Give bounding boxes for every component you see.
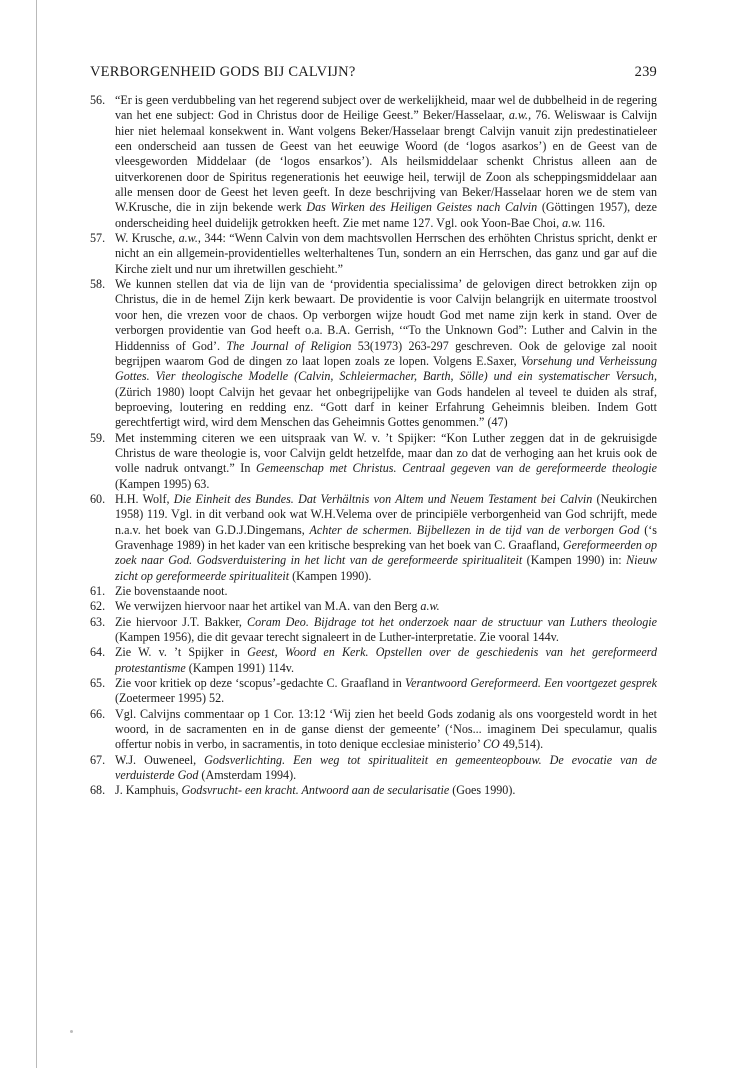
endnote-number: 62. [90,599,106,614]
endnote-text [115,676,657,707]
endnote-text [115,93,657,231]
text-run: (Zürich 1980) loopt Calvijn het gevaar het onbegrijpelijke van Gods handelen al teveel te duiden als straf, beproeving, loutering en redding enz. “Gott darf in keiner Erfahrung Geheimnis bleiben. Indem Gott gerechtfertigt wird, wird dem Menschen das Geheimnis Gottes genommen.” (47) [115,384,657,430]
endnote-text [115,645,657,676]
text-run: Zie W. v. ’t Spijker in [115,645,248,660]
endnote-text [115,615,657,646]
italic-title: Godsvrucht- een kracht. Antwoord aan de secularisatie [181,783,450,798]
endnote-number: 64. [90,645,106,660]
endnote-number: 60. [90,491,106,506]
endnote [90,615,657,646]
text-run: 116. [581,215,606,230]
text-run: (Kampen 1991) 114v. [185,660,295,675]
italic-title: Die Einheit des Bundes. Dat Verhältnis von Altem und Neuem Testament bei Calvin [173,491,593,506]
endnote [90,783,657,798]
endnote-text [115,599,657,614]
italic-title: Das Wirken des Heiligen Geistes nach Calvin [306,200,538,215]
text-run: Zie voor kritiek op deze ‘scopus’-gedachte C. Graafland in [115,676,406,691]
text-run: Met instemming citeren we een uitspraak van W. v. ’t Spijker: “Kon Luther zeggen dat in de gekruisigde Christus de ware theologie is, voor Calvijn geldt hetzelfde, maar dan zo dat de verhoging aan het kruis ook de volle nadruk ontvangt.” In [115,430,657,476]
running-header [90,64,657,81]
endnote-text [115,753,657,784]
text-run: (Neukirchen 1958) 119. Vgl. in dit verband ook wat W.H.Velema over de principiële verborgenheid van God schrijft, mede n.a.v. het boek van G.D.J.Dingemans, [115,491,657,537]
italic-title: a.w. [420,599,440,614]
italic-title: Gemeenschap met Christus. Centraal gegeven van de gereformeerde theologie [256,461,657,476]
text-run: J. Kamphuis, [115,783,182,798]
running-title: VERBORGENHEID GODS BIJ CALVIJN? [90,64,356,80]
endnote-number: 61. [90,584,106,598]
text-run: (Kampen 1995) 63. [115,476,210,491]
italic-title: a.w. [178,231,198,246]
endnote [90,231,657,277]
endnote-text [115,707,657,753]
italic-title: Coram Deo. Bijdrage tot het onderzoek naar de structuur van Luthers theologie [247,614,657,629]
binding-edge-line [36,0,37,1068]
text-run: (Kampen 1956), die dit gevaar terecht signaleert in de Luther-interpretatie. Zie vooral 144v. [115,630,559,645]
endnotes-list [90,93,657,799]
text-run: (‘s Gravenhage 1989) in het kader van een kritische bespreking van het boek van C. Graafland, [115,522,657,552]
endnote [90,277,657,430]
endnote-number: 68. [90,783,106,798]
text-run: (Kampen 1990). [289,568,372,583]
endnote [90,676,657,707]
text-run: Zie bovenstaande noot. [115,584,228,598]
text-run: (Goes 1990). [449,783,516,798]
italic-title: Geest, Woord en Kerk. Opstellen over de geschiedenis van het gereformeerd protestantisme [115,645,657,675]
scan-speck [70,1030,73,1033]
text-run: “Er is geen verdubbeling van het regerend subject over de werkelijkheid, maar wel de dubbelheid in de regering van het ene subject: God in Christus door de Heilige Geest.” Beker/Hasselaar, [115,93,657,123]
italic-title: Godsverlichting. Een weg tot spiritualiteit en gemeenteopbouw. De evocatie van de verduisterde God [115,752,658,783]
text-run: (Kampen 1990) in: [522,553,627,568]
page-number: 239 [634,64,657,80]
italic-title: Vorsehung und Verheissung Gottes. Vier theologische Modelle (Calvin, Schleiermacher, Barth, Sölle) und ein systematischer Versuch, [115,353,657,384]
endnote-text [115,783,657,798]
italic-title: The Journal of Religion [226,338,352,353]
italic-title: Gereformeerden op zoek naar God. Godsverduistering in het licht van de gereformeerde spiritualiteit [115,537,658,568]
text-run: W. Krusche, [115,231,179,246]
text-run: H.H. Wolf, [115,491,174,506]
text-run: W.J. Ouweneel, [115,752,205,767]
endnote [90,599,657,614]
endnote-number: 57. [90,231,106,246]
endnote-number: 63. [90,614,106,629]
text-run: We verwijzen hiervoor naar het artikel van M.A. van den Berg [115,599,421,614]
text-run: , 344: “Wenn Calvin von dem machtsvollen Herrschen des erhöhten Christus spricht, denkt er nicht an ein allgemein-providentielles welterhaltenes Tun, sondern an ein Herrschen, das ganz und gar auf die Kirche zielt und nur um ihretwillen geschieht.” [115,231,657,276]
endnote [90,584,657,599]
text-run: (Zoetermeer 1995) 52. [115,691,225,706]
endnote-number: 65. [90,676,106,691]
italic-title: CO [482,737,500,752]
endnote [90,645,657,676]
italic-title: Nieuw zicht op gereformeerde spiritualiteit [115,553,657,583]
endnote-text [115,584,657,599]
endnote-number: 59. [90,430,106,445]
endnote [90,707,657,753]
italic-title: a.w. [508,108,529,123]
endnote-text [115,431,657,492]
endnote [90,492,657,584]
endnote-text [115,231,657,277]
text-run: , 76. Weliswaar is Calvijn hier niet helemaal konsekwent in. Want volgens Beker/Hasselaar brengt Calvijn vanuit zijn predestinatieleer een onderscheid aan tussen de Geest van het eeuwige Woord (de ‘logos asarkos’) en de Geest van de vleesgeworden Middelaar (de ‘logos ensarkos’). Als heilsmiddelaar schenkt Christus alleen aan de uitverkorenen door de Spiritus regenerationis het eeuwige heil, terwijl de Zoon als scheppingsmiddelaar aan alle mensen door de Geest het leven geeft. In deze beschrijving van Beker/Hasselaar horen we de stem van W.Krusche, die in zijn bekende werk [115,108,657,215]
text-run: 53(1973) 263-297 geschreven. Ook de gelovige zal nooit begrijpen waarom God de dingen zo laat lopen zoals ze lopen. Volgens E.Saxer, [115,338,657,368]
endnote-number: 58. [90,277,106,292]
text-run: Vgl. Calvijns commentaar op 1 Cor. 13:12 ‘Wij zien het beeld Gods zodanig als ons voorgesteld wordt in het woord, in de sacramenten en in de ganse dienst der gemeente’ (‘Nos... imaginem Dei speculamur, qualis offertur nobis in verbo, in sacramentis, in toto denique ecclesiae ministerio’ [115,706,657,752]
text-run: We kunnen stellen dat via de lijn van de ‘providentia specialissima’ de gelovigen direct betrokken zijn op Christus, die in de hemel Zijn kerk bewaart. De providentie is voor Calvijn belangrijk en uitermate troostvol voor hen, die vrezen voor de chaos. Op verborgen wijze houdt God met name zijn kerk in stand. Over de verborgen providentie van God heeft o.a. B.A. Gerrish, ‘“To the Unknown God”: Luther and Calvin in the Hiddenniss of God’. [115,277,657,353]
endnote-text [115,492,657,584]
italic-title: Achter de schermen. Bijbellezen in de tijd van de verborgen God [309,522,640,537]
endnote-text [115,277,657,430]
endnote [90,753,657,784]
endnote [90,431,657,492]
italic-title: a.w. [562,215,582,230]
text-run: 49,514). [499,737,544,752]
text-run: (Amsterdam 1994). [198,768,297,783]
endnote-number: 67. [90,752,106,767]
endnote-number: 56. [90,93,106,107]
endnote [90,93,657,231]
text-run: (Göttingen 1957), deze onderscheiding heel duidelijk getrokken heeft. Zie met name 127. Vgl. ook Yoon-Bae Choi, [115,200,657,230]
text-run: Zie hiervoor J.T. Bakker, [115,614,248,629]
endnote-number: 66. [90,706,106,721]
italic-title: Verantwoord Gereformeerd. Een voortgezet gesprek [405,676,658,691]
